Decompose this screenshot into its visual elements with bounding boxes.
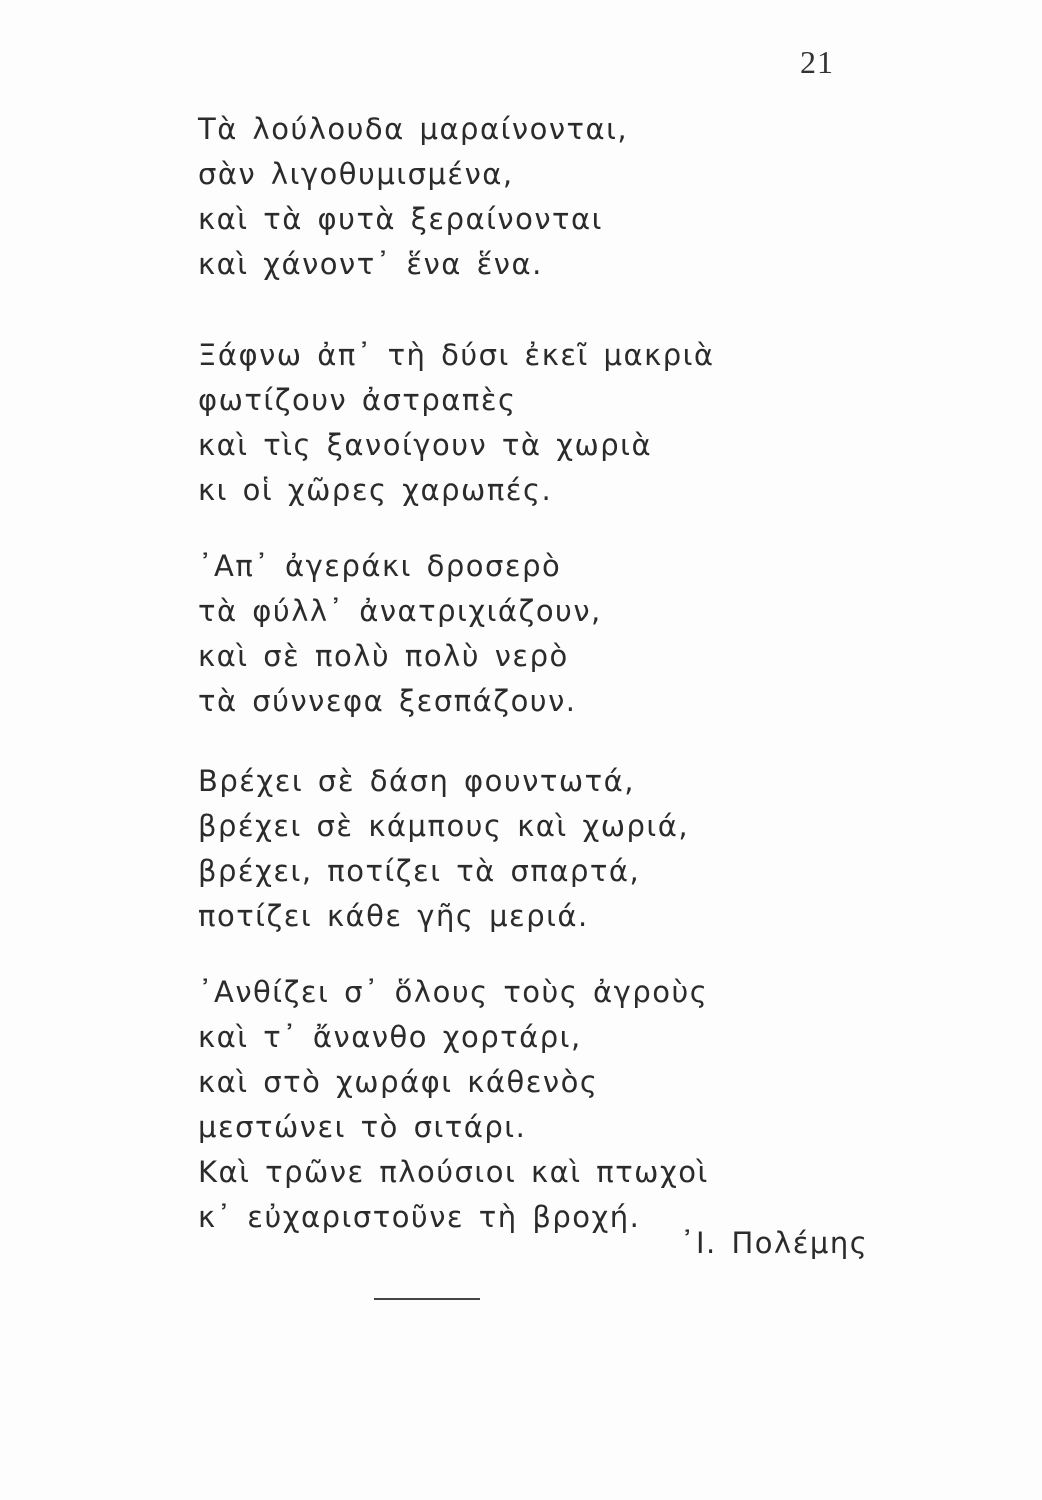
poem-line: Βρέχει σὲ δάση φουντωτά,: [198, 764, 635, 798]
poem-line: Ξάφνω ἀπ᾿ τὴ δύσι ἐκεῖ μακριὰ: [198, 338, 715, 372]
poem-stanza-2: [198, 333, 898, 513]
poem-line: σὰν λιγοθυμισμένα,: [198, 157, 514, 191]
poem-line: τὰ σύννεφα ξεσπάζουν.: [198, 684, 577, 718]
poem-line: ποτίζει κάθε γῆς μεριά.: [198, 899, 589, 933]
author-signature: ᾿Ι. Πολέμης: [680, 1226, 869, 1260]
poem-line: Τὰ λούλουδα μαραίνονται,: [198, 112, 629, 146]
poem-stanza-4: [198, 759, 898, 939]
poem-line: βρέχει σὲ κάμπους καὶ χωριά,: [198, 809, 690, 843]
poem-line: τὰ φύλλ᾿ ἀνατριχιάζουν,: [198, 594, 602, 628]
poem-line: μεστώνει τὸ σιτάρι.: [198, 1110, 527, 1144]
poem-stanza-5: [198, 970, 898, 1240]
poem-line: καὶ τ᾿ ἄνανθο χορτάρι,: [198, 1020, 582, 1054]
poem-line: κι οἱ χῶρες χαρωπές.: [198, 473, 553, 507]
poem-line: καὶ τὰ φυτὰ ξεραίνονται: [198, 202, 603, 236]
poem-line: ᾿Ανθίζει σ᾿ ὅλους τοὺς ἀγροὺς: [198, 975, 709, 1009]
poem-stanza-1: [198, 107, 898, 287]
poem-line: καὶ σὲ πολὺ πολὺ νερὸ: [198, 639, 569, 673]
end-divider: [374, 1298, 480, 1300]
poem-line: καὶ χάνοντ᾿ ἕνα ἕνα.: [198, 247, 543, 281]
poem-stanza-3: [198, 544, 898, 724]
poem-line: καὶ τὶς ξανοίγουν τὰ χωριὰ: [198, 428, 653, 462]
poem-line: Καὶ τρῶνε πλούσιοι καὶ πτωχοὶ: [198, 1155, 709, 1189]
poem-line: κ᾿ εὐχαριστοῦνε τὴ βροχή.: [198, 1200, 641, 1234]
poem-line: καὶ στὸ χωράφι κάθενὸς: [198, 1065, 599, 1099]
poem-line: φωτίζουν ἀστραπὲς: [198, 383, 517, 417]
poem-line: ᾿Απ᾿ ἀγεράκι δροσερὸ: [198, 549, 562, 583]
page-number: 21: [800, 44, 834, 80]
poem-line: βρέχει, ποτίζει τὰ σπαρτά,: [198, 854, 641, 888]
